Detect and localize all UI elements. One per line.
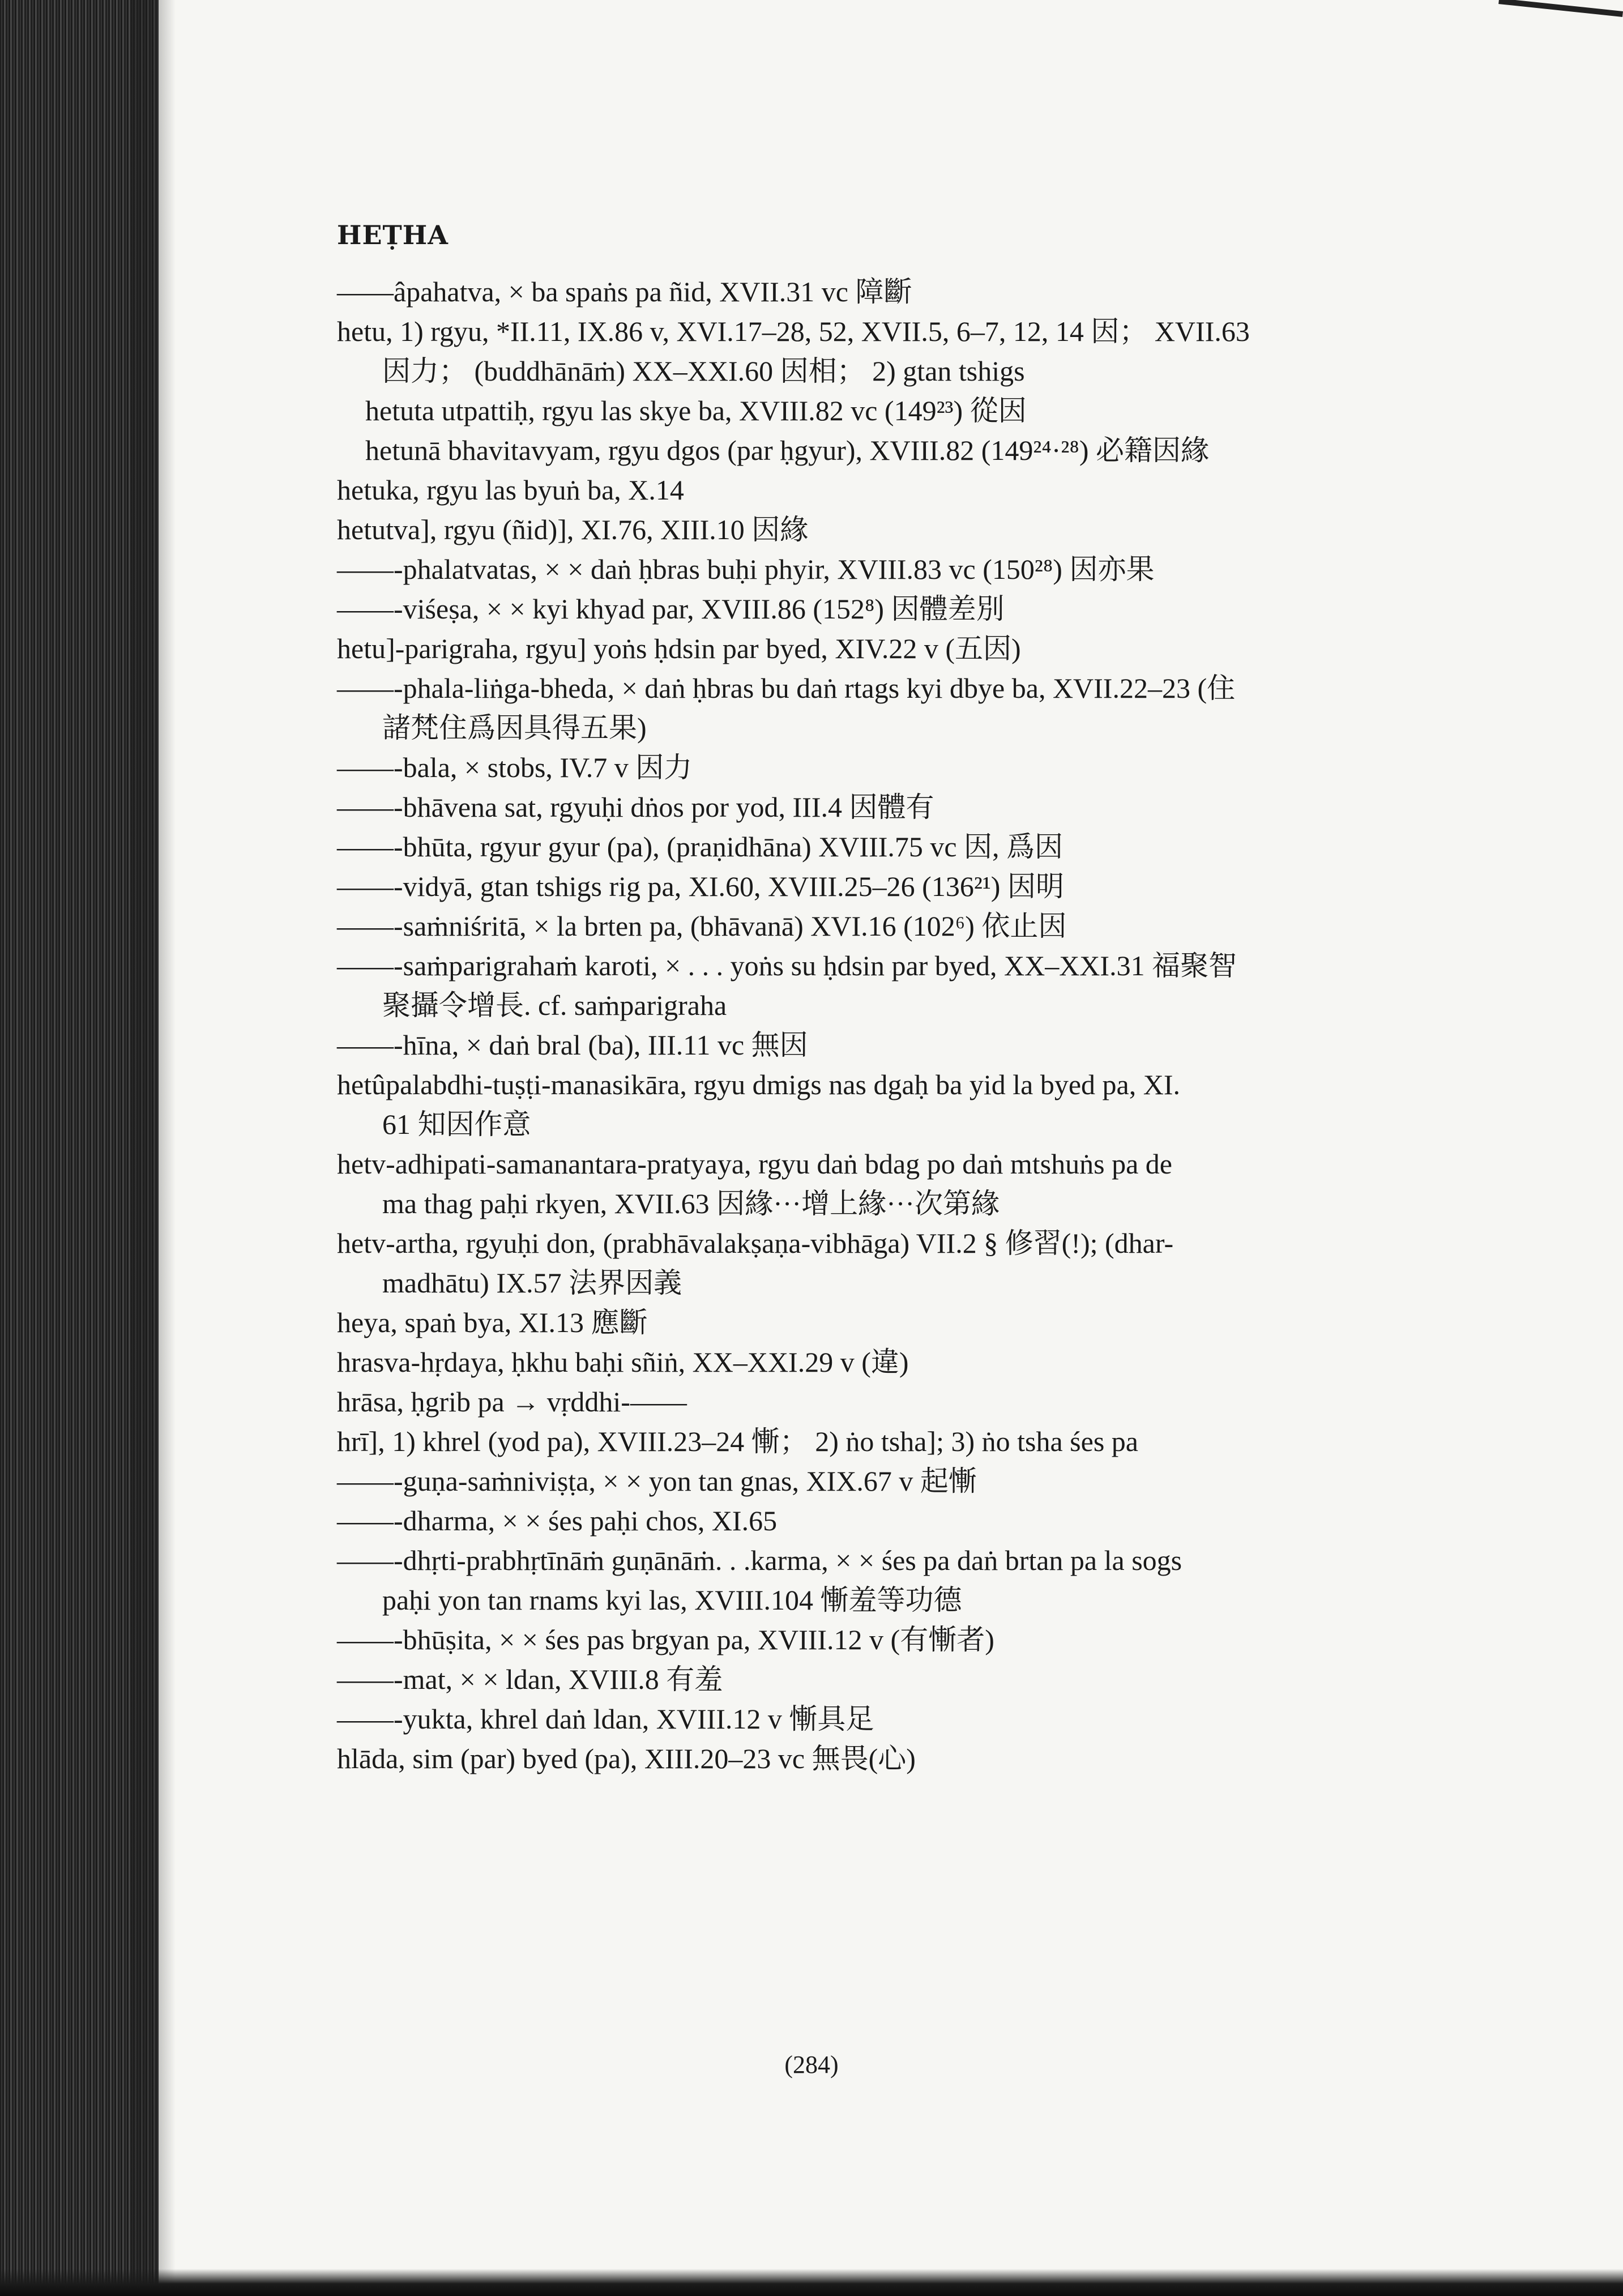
subentry-line: ——-viśeṣa, × × kyi khyad par, XVIII.86 (152⁸) 因體差別 <box>337 593 1005 625</box>
entry-continuation-line: 聚攝令增長. cf. saṁparigraha <box>382 989 727 1021</box>
subentry-line: ——-bala, × stobs, IV.7 v 因力 <box>337 752 693 783</box>
entry-continuation-line: 因力； (buddhānāṁ) XX–XXI.60 因相； 2) gtan tshigs <box>382 355 1025 387</box>
subentry-line: ——-hīna, × daṅ bral (ba), III.11 vc 無因 <box>337 1029 808 1061</box>
entry-line: hrasva-hṛdaya, ḥkhu baḥi sñiṅ, XX–XXI.29 v (違) <box>337 1346 909 1378</box>
entry-line: hetutva], rgyu (ñid)], XI.76, XIII.10 因緣 <box>337 514 809 545</box>
subentry-line: ——-guṇa-saṁniviṣṭa, × × yon tan gnas, XIX.67 v 起慚 <box>337 1465 977 1497</box>
entry-continuation-line: 諸梵住爲因具得五果) <box>382 712 647 744</box>
entry-continuation-line: paḥi yon tan rnams kyi las, XVIII.104 慚羞等功德 <box>382 1584 962 1616</box>
entry-continuation-line: madhātu) IX.57 法界因義 <box>382 1267 682 1299</box>
subentry-line: ——-dharma, × × śes paḥi chos, XI.65 <box>337 1505 778 1537</box>
entry-line: hetv-artha, rgyuḥi don, (prabhāvalakṣaṇa-vibhāga) VII.2 § 修習(!); (dhar- <box>337 1227 1174 1259</box>
page-edge-shadow <box>130 0 176 2296</box>
entry-line: hlāda, sim (par) byed (pa), XIII.20–23 vc 無畏(心) <box>337 1743 916 1774</box>
subentry-line: ——-phalatvatas, × × daṅ ḥbras buḥi phyir, XVIII.83 vc (150²⁸) 因亦果 <box>337 553 1155 585</box>
entry-line: hetv-adhipati-samanantara-pratyaya, rgyu daṅ bdag po daṅ mtshuṅs pa de <box>337 1148 1172 1180</box>
subentry-line: ——-bhūta, rgyur gyur (pa), (praṇidhāna) XVIII.75 vc 因, 爲因 <box>337 831 1064 863</box>
subentry-line: ——-phala-liṅga-bheda, × daṅ ḥbras bu daṅ rtags kyi dbye ba, XVII.22–23 (住 <box>337 672 1236 704</box>
subentry-line: ——-saṁparigrahaṁ karoti, × . . . yoṅs su ḥdsin par byed, XX–XXI.31 福聚智 <box>337 950 1237 981</box>
entry-line: hetuta utpattiḥ, rgyu las skye ba, XVIII.82 vc (149²³) 從因 <box>365 395 1027 426</box>
subentry-line: ——-bhāvena sat, rgyuḥi dṅos por yod, III.4 因體有 <box>337 791 934 823</box>
subentry-line: ——-dhṛti-prabhṛtīnāṁ guṇānāṁ. . .karma, × × śes pa daṅ brtan pa la sogs <box>337 1544 1182 1576</box>
entry-line: hetuka, rgyu las byuṅ ba, X.14 <box>337 474 684 506</box>
entry-continuation-line: ma thag paḥi rkyen, XVII.63 因緣···增上緣···次第緣 <box>382 1188 1000 1219</box>
page-number: (284) <box>784 2051 839 2079</box>
dictionary-entries <box>337 272 1470 1778</box>
entry-line: hetu]-parigraha, rgyu] yoṅs ḥdsin par byed, XIV.22 v (五因) <box>337 633 1021 664</box>
entry-line: hrī], 1) khrel (yod pa), XVIII.23–24 慚； 2) ṅo tsha]; 3) ṅo tsha śes pa <box>337 1426 1138 1457</box>
subentry-line: ——-yukta, khrel daṅ ldan, XVIII.12 v 慚具足 <box>337 1703 874 1735</box>
running-head: HEṬHA <box>337 220 449 250</box>
subentry-line: ——-mat, × × ldan, XVIII.8 有羞 <box>337 1663 723 1695</box>
scanned-bottom-edge <box>0 2269 1623 2296</box>
subentry-line: ——-vidyā, gtan tshigs rig pa, XI.60, XVIII.25–26 (136²¹) 因明 <box>337 870 1064 902</box>
subentry-line: ——-bhūṣita, × × śes pas brgyan pa, XVIII.12 v (有慚者) <box>337 1624 994 1655</box>
subentry-line: ——-saṁniśritā, × la brten pa, (bhāvanā) XVI.16 (102⁶) 依止因 <box>337 910 1067 942</box>
entry-line: hrāsa, ḥgrib pa → vṛddhi-—— <box>337 1386 687 1418</box>
entry-line: hetunā bhavitavyam, rgyu dgos (par ḥgyur), XVIII.82 (149²⁴·²⁸) 必籍因緣 <box>365 434 1209 466</box>
subentry-line: ——âpahatva, × ba spaṅs pa ñid, XVII.31 vc 障斷 <box>337 276 912 308</box>
entry-continuation-line: 61 知因作意 <box>382 1108 531 1140</box>
entry-line: hetu, 1) rgyu, *II.11, IX.86 v, XVI.17–28, 52, XVII.5, 6–7, 12, 14 因； XVII.63 <box>337 315 1250 347</box>
scan-corner-mark <box>1493 0 1623 67</box>
entry-line: heya, spaṅ bya, XI.13 應斷 <box>337 1307 648 1338</box>
entry-line: hetûpalabdhi-tuṣṭi-manasikāra, rgyu dmigs nas dgaḥ ba yid la byed pa, XI. <box>337 1069 1180 1100</box>
